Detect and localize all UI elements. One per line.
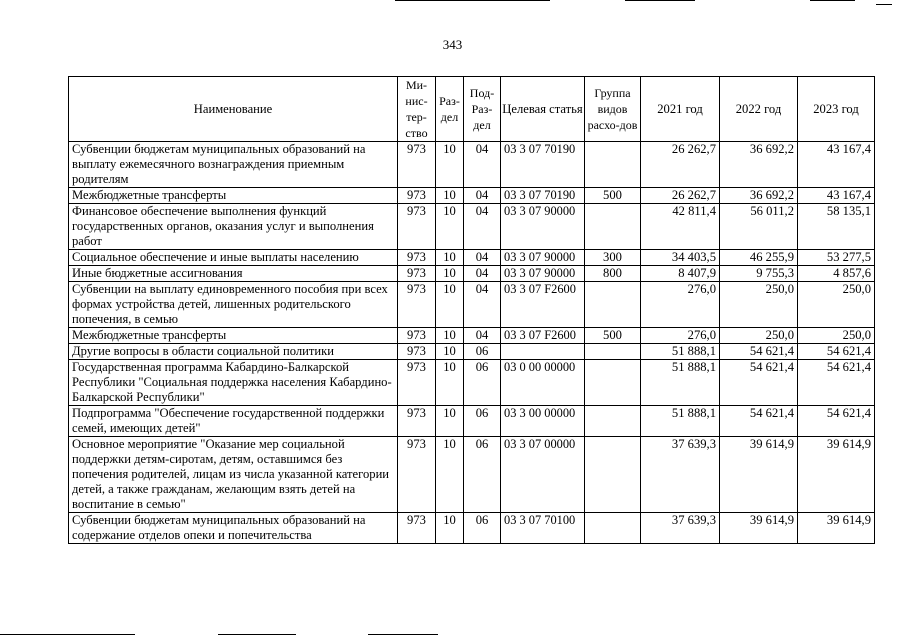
cell-target: 03 3 07 90000: [501, 250, 585, 266]
table-row: [69, 513, 875, 544]
cell-name: Государственная программа Кабардино-Балкарской Республики "Социальная поддержка населения Кабардино-Балкарской Республики": [69, 360, 398, 406]
table-row: [69, 344, 875, 360]
cell-2023: 43 167,4: [798, 188, 875, 204]
cell-section: 10: [436, 142, 464, 188]
bottom-rule: [368, 634, 438, 635]
cell-2023: 43 167,4: [798, 142, 875, 188]
cell-subsection: 04: [464, 282, 501, 328]
cell-2022: 39 614,9: [720, 437, 798, 513]
cell-ministry: 973: [398, 344, 436, 360]
cell-target: 03 3 07 90000: [501, 266, 585, 282]
cell-target: [501, 344, 585, 360]
cell-subsection: 06: [464, 406, 501, 437]
cell-name: Субвенции на выплату единовременного пособия при всех формах устройства детей, лишенных родительского попечения, в семью: [69, 282, 398, 328]
cell-ministry: 973: [398, 142, 436, 188]
cell-2023: 4 857,6: [798, 266, 875, 282]
bottom-rule: [0, 634, 135, 635]
header-section: Раз-дел: [436, 77, 464, 142]
table-row: [69, 204, 875, 250]
cell-subsection: 04: [464, 142, 501, 188]
table-header-row: [69, 77, 875, 142]
cell-section: 10: [436, 204, 464, 250]
header-2023: 2023 год: [798, 77, 875, 142]
table-row: [69, 188, 875, 204]
cell-expense-group: [585, 360, 641, 406]
table-row: [69, 250, 875, 266]
cell-2021: 26 262,7: [641, 188, 720, 204]
header-2022: 2022 год: [720, 77, 798, 142]
cell-subsection: 06: [464, 344, 501, 360]
cell-ministry: 973: [398, 188, 436, 204]
cell-2022: 36 692,2: [720, 188, 798, 204]
cell-name: Межбюджетные трансферты: [69, 188, 398, 204]
cell-2022: 39 614,9: [720, 513, 798, 544]
cell-name: Основное мероприятие "Оказание мер социальной поддержки детям-сиротам, детям, оставшимся без попечения родителей, лицам из числа указанной категории детей, а также гражданам, желающим взять детей на воспитание в семью": [69, 437, 398, 513]
cell-ministry: 973: [398, 513, 436, 544]
budget-table: [68, 76, 875, 544]
cell-name: Социальное обеспечение и иные выплаты населению: [69, 250, 398, 266]
top-rule: [395, 0, 550, 1]
cell-target: 03 3 07 70190: [501, 142, 585, 188]
cell-2023: 53 277,5: [798, 250, 875, 266]
cell-2022: 56 011,2: [720, 204, 798, 250]
cell-expense-group: 800: [585, 266, 641, 282]
header-2021: 2021 год: [641, 77, 720, 142]
table-row: [69, 328, 875, 344]
cell-subsection: 04: [464, 250, 501, 266]
cell-2023: 58 135,1: [798, 204, 875, 250]
cell-section: 10: [436, 188, 464, 204]
header-expense-group: Группа видов расхо-дов: [585, 77, 641, 142]
cell-2021: 42 811,4: [641, 204, 720, 250]
cell-2023: 54 621,4: [798, 360, 875, 406]
cell-target: 03 3 07 70100: [501, 513, 585, 544]
cell-2022: 54 621,4: [720, 360, 798, 406]
cell-section: 10: [436, 360, 464, 406]
cell-target: 03 3 07 90000: [501, 204, 585, 250]
cell-2022: 46 255,9: [720, 250, 798, 266]
cell-2021: 51 888,1: [641, 406, 720, 437]
top-rule: [810, 0, 855, 1]
cell-target: 03 3 07 F2600: [501, 328, 585, 344]
cell-2021: 26 262,7: [641, 142, 720, 188]
bottom-rule: [218, 634, 296, 635]
cell-name: Субвенции бюджетам муниципальных образований на содержание отделов опеки и попечительства: [69, 513, 398, 544]
cell-expense-group: 500: [585, 328, 641, 344]
table-row: [69, 437, 875, 513]
cell-2021: 34 403,5: [641, 250, 720, 266]
cell-2023: 54 621,4: [798, 406, 875, 437]
table-row: [69, 266, 875, 282]
cell-expense-group: [585, 282, 641, 328]
cell-name: Субвенции бюджетам муниципальных образований на выплату ежемесячного вознаграждения приемным родителям: [69, 142, 398, 188]
cell-section: 10: [436, 282, 464, 328]
cell-subsection: 04: [464, 328, 501, 344]
cell-ministry: 973: [398, 204, 436, 250]
cell-name: Межбюджетные трансферты: [69, 328, 398, 344]
cell-2023: 250,0: [798, 328, 875, 344]
cell-subsection: 06: [464, 513, 501, 544]
cell-expense-group: [585, 204, 641, 250]
cell-ministry: 973: [398, 328, 436, 344]
cell-2021: 276,0: [641, 328, 720, 344]
cell-ministry: 973: [398, 266, 436, 282]
cell-name: Финансовое обеспечение выполнения функций государственных органов, оказания услуг и выполнения работ: [69, 204, 398, 250]
header-name: Наименование: [69, 77, 398, 142]
cell-section: 10: [436, 250, 464, 266]
cell-name: Подпрограмма "Обеспечение государственной поддержки семей, имеющих детей": [69, 406, 398, 437]
cell-ministry: 973: [398, 250, 436, 266]
cell-expense-group: 500: [585, 188, 641, 204]
table-row: [69, 360, 875, 406]
cell-expense-group: [585, 142, 641, 188]
cell-target: 03 0 00 00000: [501, 360, 585, 406]
cell-expense-group: 300: [585, 250, 641, 266]
cell-2021: 276,0: [641, 282, 720, 328]
cell-2023: 39 614,9: [798, 437, 875, 513]
table-row: [69, 142, 875, 188]
cell-section: 10: [436, 513, 464, 544]
cell-subsection: 06: [464, 437, 501, 513]
cell-2021: 51 888,1: [641, 344, 720, 360]
cell-2022: 250,0: [720, 282, 798, 328]
cell-target: 03 3 07 70190: [501, 188, 585, 204]
cell-ministry: 973: [398, 406, 436, 437]
header-subsection: Под-Раз-дел: [464, 77, 501, 142]
cell-section: 10: [436, 437, 464, 513]
cell-section: 10: [436, 328, 464, 344]
cell-2022: 54 621,4: [720, 406, 798, 437]
cell-2023: 250,0: [798, 282, 875, 328]
table-row: [69, 282, 875, 328]
cell-2021: 37 639,3: [641, 513, 720, 544]
header-target: Целевая статья: [501, 77, 585, 142]
cell-expense-group: [585, 437, 641, 513]
cell-ministry: 973: [398, 437, 436, 513]
cell-ministry: 973: [398, 360, 436, 406]
page-number: 343: [442, 37, 463, 52]
cell-ministry: 973: [398, 282, 436, 328]
cell-2022: 36 692,2: [720, 142, 798, 188]
cell-2022: 54 621,4: [720, 344, 798, 360]
cell-2023: 54 621,4: [798, 344, 875, 360]
cell-name: Другие вопросы в области социальной политики: [69, 344, 398, 360]
cell-target: 03 3 00 00000: [501, 406, 585, 437]
cell-expense-group: [585, 406, 641, 437]
cell-subsection: 04: [464, 188, 501, 204]
cell-2021: 37 639,3: [641, 437, 720, 513]
header-ministry: Ми-нис-тер-ство: [398, 77, 436, 142]
cell-expense-group: [585, 344, 641, 360]
cell-target: 03 3 07 F2600: [501, 282, 585, 328]
cell-2021: 8 407,9: [641, 266, 720, 282]
top-rule: [625, 0, 695, 1]
cell-section: 10: [436, 266, 464, 282]
cell-2023: 39 614,9: [798, 513, 875, 544]
top-rule: [876, 4, 892, 5]
cell-subsection: 04: [464, 266, 501, 282]
cell-name: Иные бюджетные ассигнования: [69, 266, 398, 282]
table-row: [69, 406, 875, 437]
cell-2022: 9 755,3: [720, 266, 798, 282]
cell-2022: 250,0: [720, 328, 798, 344]
cell-section: 10: [436, 344, 464, 360]
cell-subsection: 04: [464, 204, 501, 250]
cell-expense-group: [585, 513, 641, 544]
cell-target: 03 3 07 00000: [501, 437, 585, 513]
cell-subsection: 06: [464, 360, 501, 406]
cell-2021: 51 888,1: [641, 360, 720, 406]
cell-section: 10: [436, 406, 464, 437]
